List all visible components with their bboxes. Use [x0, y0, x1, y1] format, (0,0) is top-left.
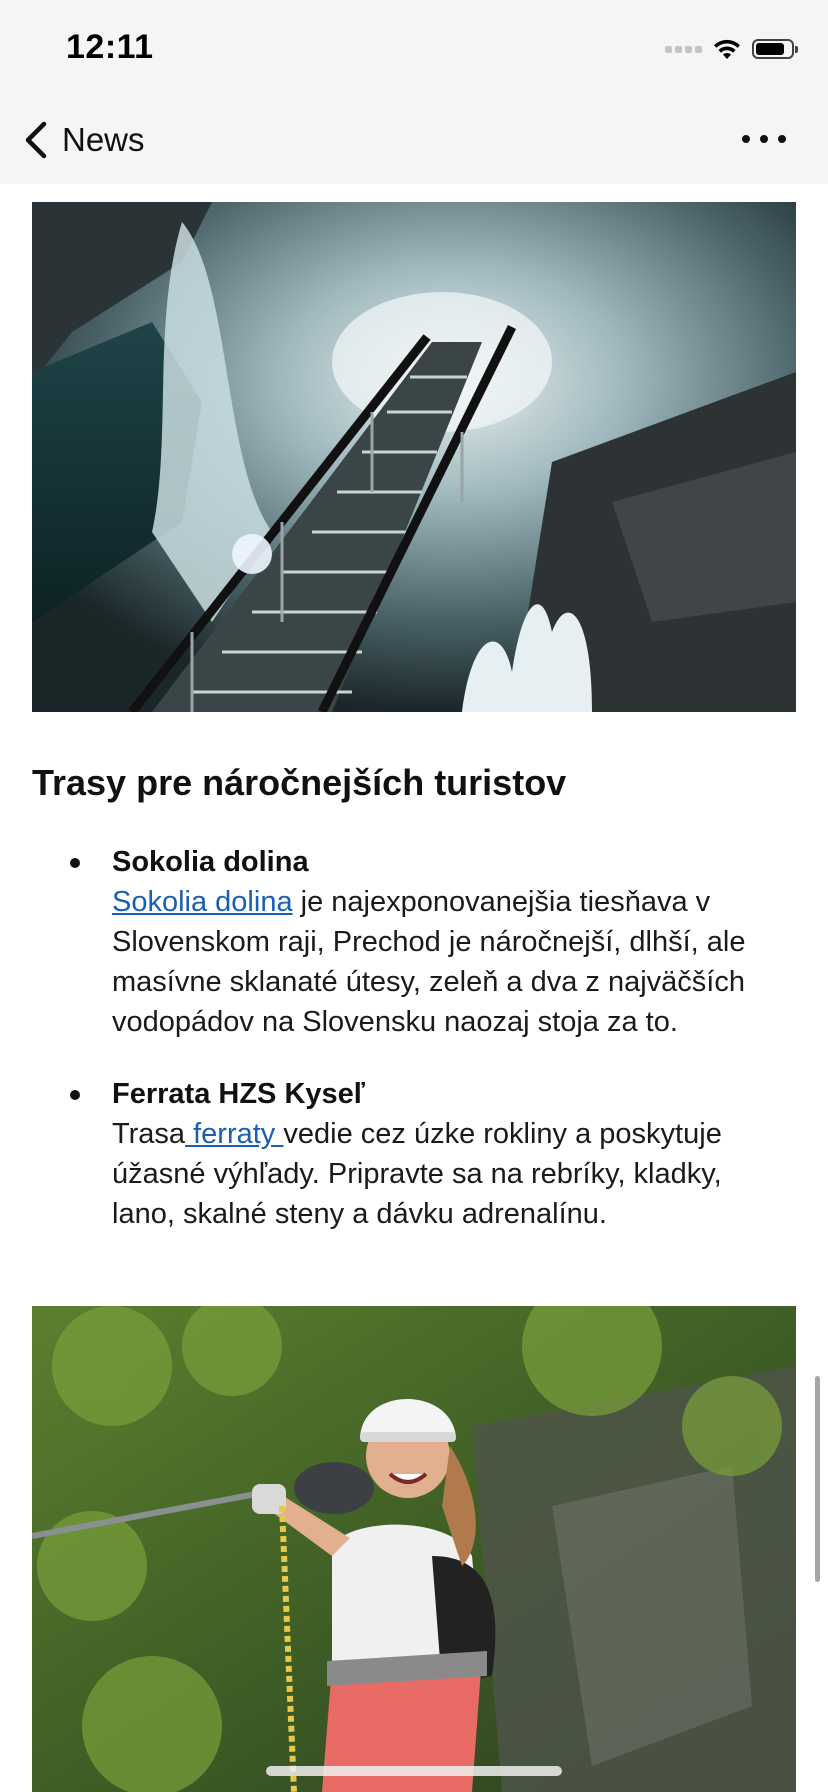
top-bar — [0, 0, 828, 184]
route-title: Sokolia dolina — [112, 846, 309, 878]
list-item — [32, 842, 772, 1042]
ellipsis-icon — [742, 135, 750, 143]
route-link[interactable]: Sokolia dolina — [112, 886, 293, 918]
route-list — [32, 842, 772, 1266]
battery-icon — [752, 39, 794, 59]
route-link[interactable]: ferraty — [185, 1118, 284, 1150]
home-indicator[interactable] — [266, 1766, 562, 1776]
status-icons — [665, 34, 794, 64]
scroll-indicator[interactable] — [815, 1376, 820, 1582]
more-options-button[interactable] — [742, 122, 786, 156]
list-item — [32, 1074, 772, 1234]
route-title: Ferrata HZS Kyseľ — [112, 1078, 365, 1110]
back-label: News — [62, 121, 145, 158]
wifi-icon — [712, 37, 742, 61]
chevron-left-icon — [22, 120, 50, 160]
ice-cave-photo — [32, 202, 796, 712]
section-heading: Trasy pre náročnejších turistov — [32, 762, 567, 803]
cellular-signal-icon — [665, 46, 702, 53]
ferrata-climber-photo — [32, 1306, 796, 1792]
route-description: vedie cez úzke rokliny a poskytuje úžasné výhľady. Pripravte sa na rebríky, kladky, lano, skalné steny a dávku adrenalínu. — [112, 1118, 722, 1230]
route-description: je najexponovanejšia tiesňava v Slovenskom raji, Prechod je náročnejší, dlhší, ale masívne sklanaté útesy, zeleň a dva z najväčších vodopádov na Slovensku naozaj stoja za to. — [112, 886, 746, 1038]
route-description-lead: Trasa — [112, 1118, 186, 1150]
status-time: 12:11 — [66, 28, 154, 66]
back-button[interactable] — [22, 112, 145, 168]
